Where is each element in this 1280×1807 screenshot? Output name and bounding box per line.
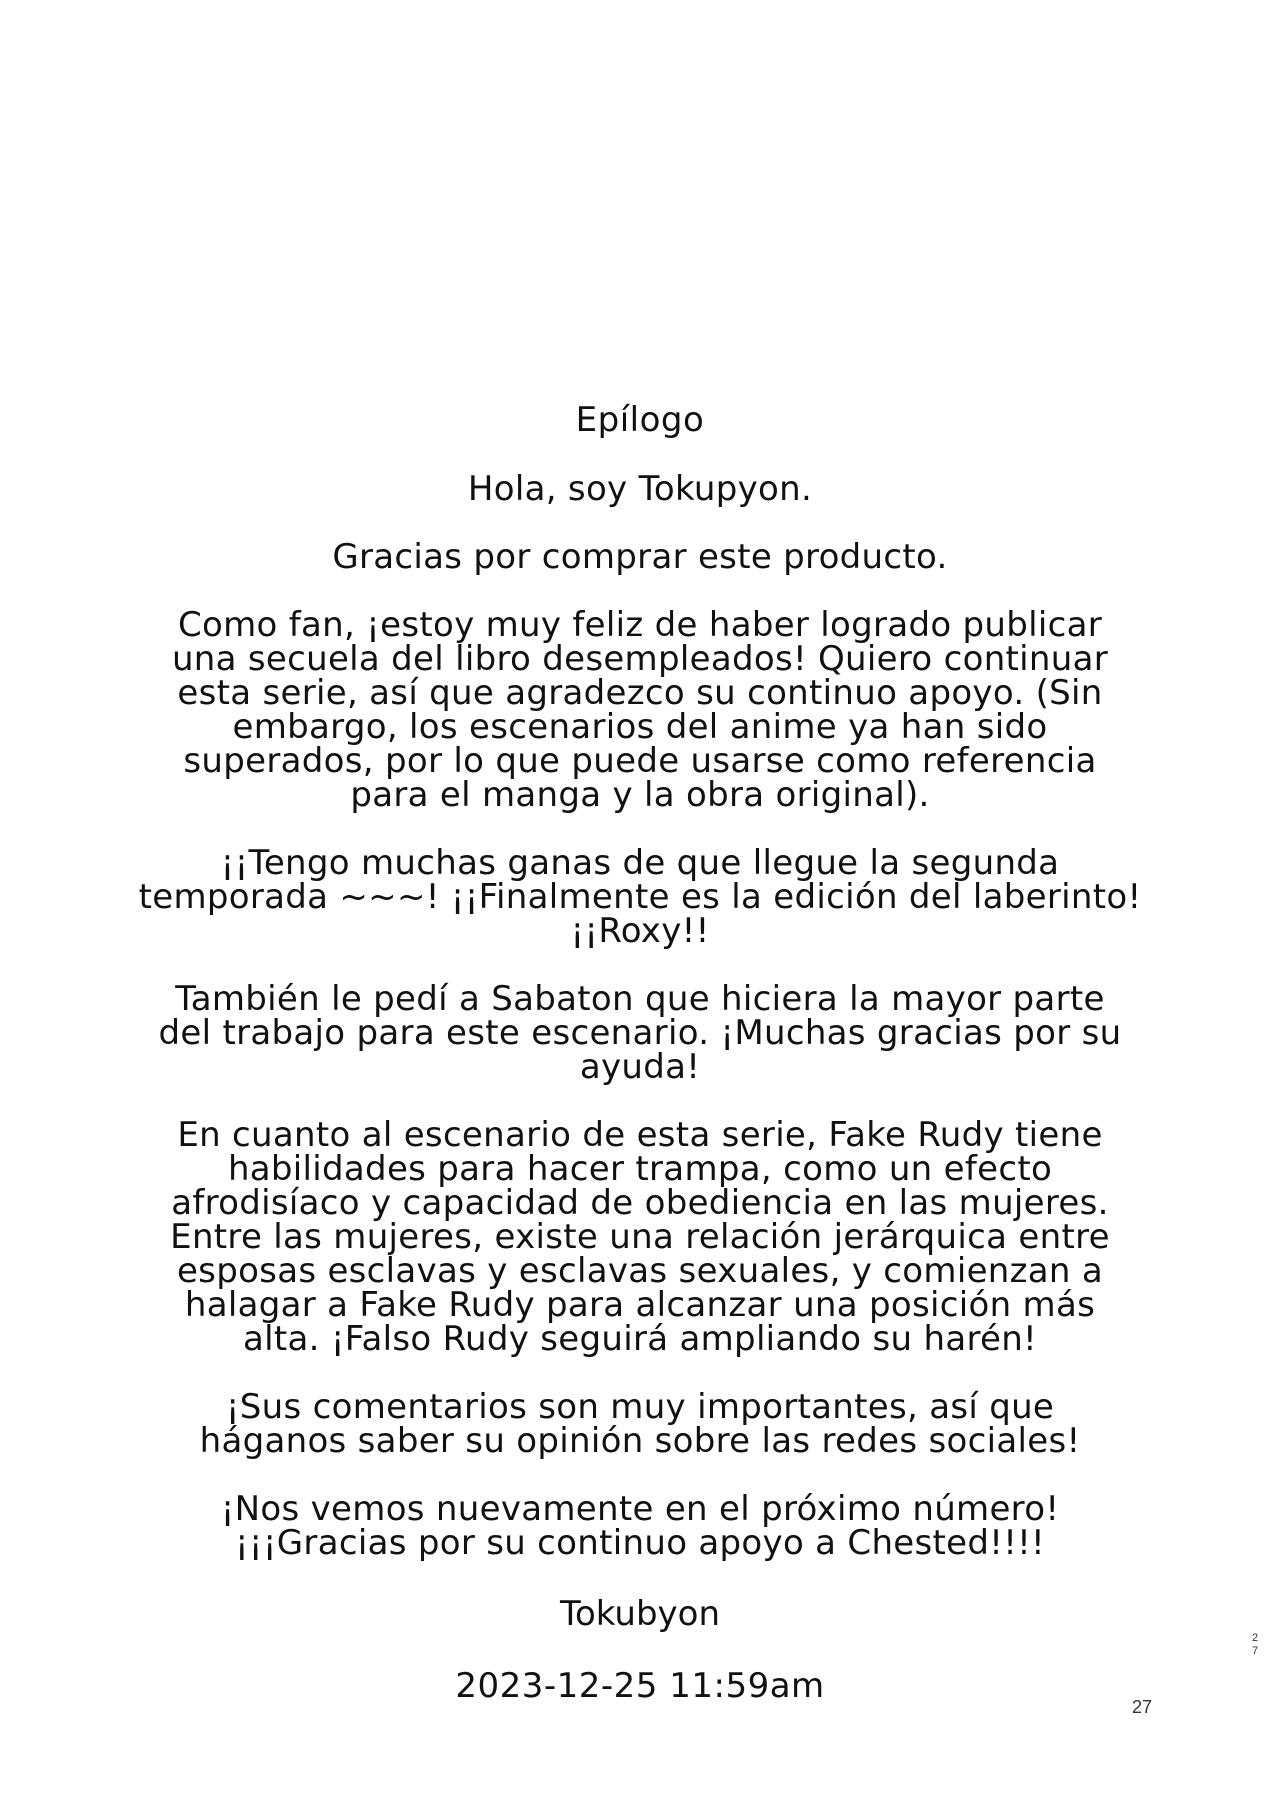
date-stamp: 2023-12-25 11:59am	[455, 1666, 825, 1706]
page-number: 27	[1132, 1697, 1153, 1717]
author-signature: Tokubyon	[559, 1594, 721, 1634]
greeting-paragraph: Hola, soy Tokupyon.	[467, 469, 813, 509]
page-title: Epílogo	[575, 400, 705, 440]
epilogue-content	[100, 400, 1180, 1706]
side-page-number: 2 7	[1251, 1632, 1259, 1657]
sabaton-paragraph: También le pedí a Sabaton que hiciera la mayor parte del trabajo para este escenario. ¡Muchas gracias por su ayuda!	[158, 979, 1122, 1087]
comments-paragraph: ¡Sus comentarios son muy importantes, así que háganos saber su opinión sobre las redes sociales!	[199, 1387, 1081, 1461]
farewell-paragraph: ¡Nos vemos nuevamente en el próximo número! ¡¡¡Gracias por su continuo apoyo a Chested!!!!	[220, 1489, 1060, 1563]
scenario-paragraph: En cuanto al escenario de esta serie, Fake Rudy tiene habilidades para hacer trampa, como un efecto afrodisíaco y capacidad de obediencia en las mujeres. Entre las mujeres, existe una relación jerárquica entre esposas esclavas y esclavas sexuales, y comienzan a halagar a Fake Rudy para alcanzar una posición más alta. ¡Falso Rudy seguirá ampliando su harén!	[170, 1115, 1110, 1359]
season-paragraph: ¡¡Tengo muchas ganas de que llegue la segunda temporada ~~~! ¡¡Finalmente es la edición del laberinto! ¡¡Roxy!!	[138, 843, 1142, 951]
thanks-paragraph: Gracias por comprar este producto.	[332, 537, 948, 577]
sequel-paragraph: Como fan, ¡estoy muy feliz de haber logrado publicar una secuela del libro desempleados! Quiero continuar esta serie, así que agradezco su continuo apoyo. (Sin embargo, los escenarios del anime ya han sido superados, por lo que puede usarse como referencia para el manga y la obra original).	[171, 605, 1109, 815]
